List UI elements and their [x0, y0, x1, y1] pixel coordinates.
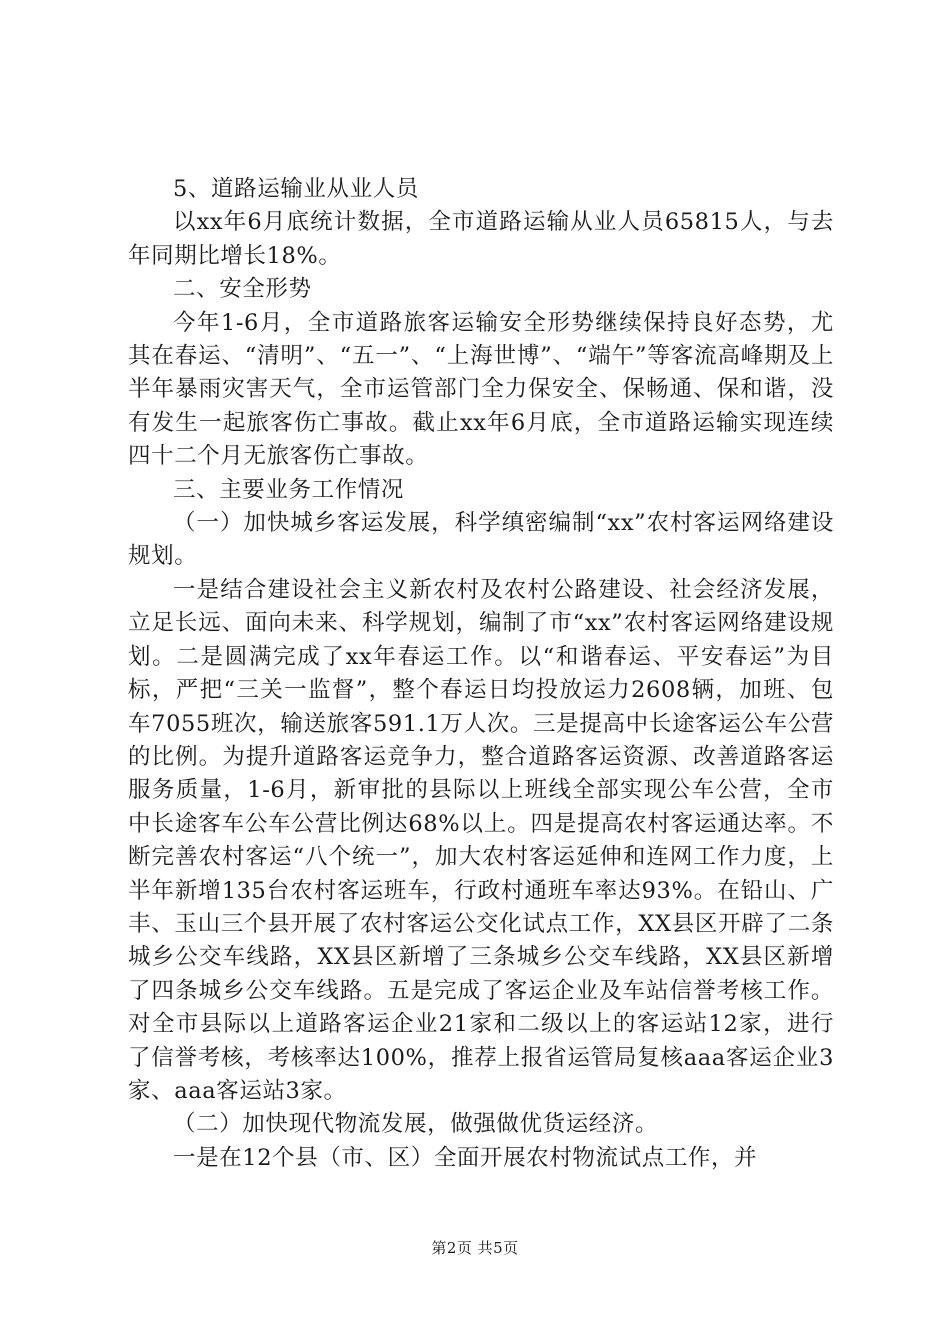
paragraph-logistics-details: 一是在12个县（市、区）全面开展农村物流试点工作，并 — [173, 1144, 758, 1171]
paragraph-heading-5-practitioners: 5、道路运输业从业人员 — [173, 176, 419, 202]
document-body — [128, 173, 834, 1175]
paragraph-passenger-transport-details: 一是结合建设社会主义新农村及农村公路建设、社会经济发展，立足长远、面向未来、科学规划，编制了市“xx”农村客运网络建设规划。二是圆满完成了xx年春运工作。以“和谐春运、平安春运”为目标，严把“三关一监督”，整个春运日均投放运力2608辆，加班、包车7055班次，输送旅客591.1万人次。三是提高中长途客运公车公营的比例。为提升道路客运竞争力，整合道路客运资源、改善道路客运服务质量，1-6月，新审批的县际以上班线全部实现公车公营，全市中长途客车公车公营比例达68%以上。四是提高农村客运通达率。不断完善农村客运“八个统一”，加大农村客运延伸和连网工作力度，上半年新增135台农村客运班车，行政村通班车率达93%。在铅山、广丰、玉山三个县开展了农村客运公交化试点工作，XX县区开辟了二条城乡公交车线路，XX县区新增了三条城乡公交车线路，XX县区新增了四条城乡公交车线路。五是完成了客运企业及车站信誉考核工作。对全市县际以上道路客运企业21家和二级以上的客运站12家，进行了信誉考核，考核率达100%，推荐上报省运管局复核aaa客运企业3家、aaa客运站3家。 — [128, 576, 834, 1104]
paragraph-heading-main-work: 三、主要业务工作情况 — [173, 476, 405, 503]
paragraph-practitioners-stats: 以xx年6月底统计数据，全市道路运输从业人员65815人，与去年同期比增长18%。 — [128, 209, 834, 269]
page-number-footer: 第2页 共5页 — [431, 1239, 519, 1257]
paragraph-subheading-passenger-transport: （一）加快城乡客运发展，科学缜密编制“xx”农村客运网络建设规划。 — [128, 510, 834, 570]
paragraph-subheading-logistics: （二）加快现代物流发展，做强做优货运经济。 — [173, 1111, 659, 1138]
paragraph-heading-safety: 二、安全形势 — [173, 276, 312, 303]
paragraph-safety-situation: 今年1-6月，全市道路旅客运输安全形势继续保持良好态势，尤其在春运、“清明”、“五一”、“上海世博”、“端午”等客流高峰期及上半年暴雨灾害天气，全市运管部门全力保安全、保畅通、保和谐，没有发生一起旅客伤亡事故。截止xx年6月底，全市道路运输实现连续四十二个月无旅客伤亡事故。 — [128, 309, 834, 470]
